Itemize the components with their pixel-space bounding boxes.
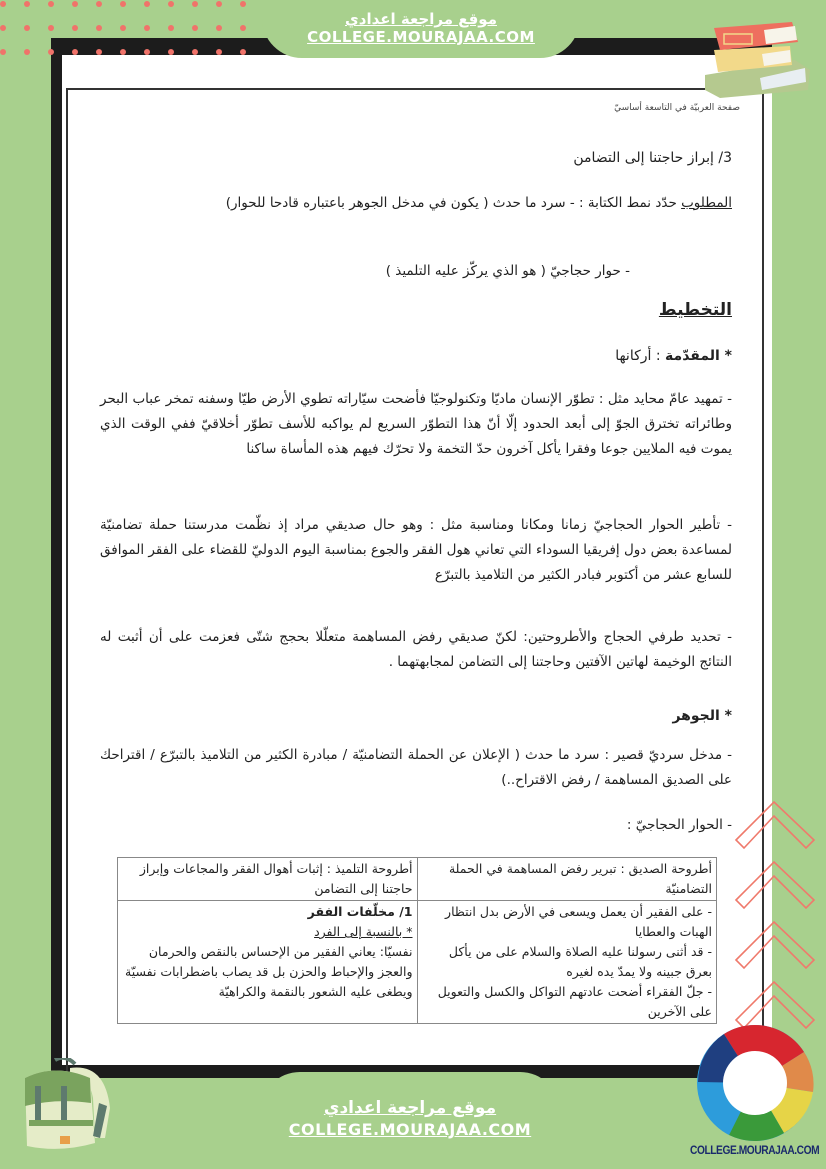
dot-decor: [24, 1, 30, 7]
friend-point: - جلّ الفقراء أضحت عادتهم التواكل والكسل والتعويل على الآخرين: [437, 984, 712, 1019]
left-green-margin: [0, 38, 51, 1169]
dot-decor: [96, 49, 102, 55]
dot-decor: [144, 49, 150, 55]
friend-point: - على الفقير أن يعمل ويسعى في الأرض بدل انتظار الهبات والعطايا: [445, 904, 712, 939]
dot-decor: [0, 25, 6, 31]
dialogue-note: - حوار حجاجيّ ( هو الذي يركّز عليه التلميذ ): [385, 263, 630, 279]
dot-decor: [168, 1, 174, 7]
banner-arabic: موقع مراجعة اعدادي: [323, 1098, 497, 1118]
arguments-table: [117, 857, 717, 1024]
intro-paragraph-1: - تمهيد عامّ محايد مثل : تطوّر الإنسان ماديّا وتكنولوجيّا فأضحت سيّاراته تطوي الأرض طيّا وسفنه تمخر عباب البحر وطائراته تخترق الجوّ إلى أبعد الحدود إلّا أنّ هذا التطوّر السريع لم يواكبه للأسف تطوّر أخلاقيّ ففي الوقت الذي يموت فيه الملايين جوعا وفقرا يأكل آخرون حدّ التخمة ولا تحرّك فيهم هذه المأساة ساكنا: [100, 391, 732, 457]
student-subheading: * بالنسبة إلى الفرد: [314, 924, 413, 939]
site-banner-bottom[interactable]: [260, 1072, 560, 1169]
dot-decor: [96, 1, 102, 7]
banner-arabic: موقع مراجعة اعدادي: [345, 10, 497, 28]
dot-decor: [24, 49, 30, 55]
college-logo-icon: [694, 1022, 816, 1144]
requirement-text: حدّد نمط الكتابة : - سرد ما حدث ( يكون في مدخل الجوهر باعتباره قادحا للحوار): [225, 195, 682, 211]
intro-heading-label: * المقدّمة: [665, 348, 732, 364]
dot-decor: [240, 1, 246, 7]
friend-point: - قد أثنى رسولنا عليه الصلاة والسلام على من يأكل بعرق جبينه ولا يمدّ يده لغيره: [448, 944, 712, 979]
dot-decor: [120, 25, 126, 31]
dot-decor: [168, 25, 174, 31]
dot-decor: [216, 49, 222, 55]
dot-decor: [168, 49, 174, 55]
intro-paragraph-3: - تحديد طرفي الحجاج والأطروحتين: لكنّ صديقي رفض المساهمة متعلّلا بحجج شتّى فعزمت على أن أثبت له النتائج الوخيمة لهاتين الآفتين وحاجتنا إلى التضامن لمجابهتهما .: [100, 629, 732, 670]
dot-decor: [192, 1, 198, 7]
dialogue-label: - الحوار الحجاجيّ :: [626, 817, 732, 833]
plan-title: التخطيط: [658, 300, 732, 320]
books-stack-icon: [700, 10, 820, 100]
dot-decor: [48, 49, 54, 55]
backpack-icon: [15, 1058, 115, 1158]
dot-decor: [0, 1, 6, 7]
dot-decor: [48, 1, 54, 7]
dot-decor: [72, 49, 78, 55]
intro-paragraph-2: - تأطير الحوار الحجاجيّ زمانا ومكانا ومناسبة مثل : وهو حال صديقي مراد إذ نظّمت مدرستنا حملة تضامنيّة لمساعدة بعض دول إفريقيا السوداء التي تعاني هول الفقر والجوع بمناسبة اليوم الدوليّ للقضاء على الفقر الموافق للسابع عشر من أكتوبر فبادر الكثير من التلاميذ بالتبرّع: [99, 517, 732, 583]
dot-decor: [72, 1, 78, 7]
student-thesis: أطروحة التلميذ : إثبات أهوال الفقر والمجاعات وإبراز حاجتنا إلى التضامن: [118, 858, 418, 901]
dot-decor: [24, 25, 30, 31]
dot-decor: [216, 25, 222, 31]
site-banner-top[interactable]: [262, 0, 580, 58]
page-header: صفحة العربيّة في التاسعة أساسيّ: [614, 103, 740, 113]
table-header-row: [118, 858, 717, 901]
logo-url-text[interactable]: COLLEGE.MOURAJAA.COM: [690, 1143, 820, 1157]
dot-decor: [192, 49, 198, 55]
core-heading: * الجوهر: [672, 708, 732, 724]
dot-decor: [240, 25, 246, 31]
dot-decor: [192, 25, 198, 31]
dot-decor: [72, 25, 78, 31]
banner-url[interactable]: COLLEGE.MOURAJAA.COM: [307, 28, 535, 46]
student-text: نفسيّا: يعاني الفقير من الإحساس بالنقص والحرمان والعجز والإحباط والحزن بل قد يصاب باضطرابات نفسيّة ويطغى عليه الشعور بالنقمة والكراهيّة: [125, 944, 413, 999]
student-arguments: [118, 901, 418, 1024]
student-heading: 1/ مخلّفات الفقر: [307, 904, 413, 919]
requirement: [100, 190, 732, 216]
dot-decor: [96, 25, 102, 31]
friend-arguments: [417, 901, 717, 1024]
dot-decor: [144, 25, 150, 31]
table-row: [118, 901, 717, 1024]
dot-decor: [48, 25, 54, 31]
dot-decor: [0, 49, 6, 55]
requirement-label: المطلوب: [681, 195, 732, 211]
intro-heading-suffix: : أركانها: [615, 348, 666, 364]
dot-decor: [216, 1, 222, 7]
intro-heading: [615, 348, 732, 364]
banner-url[interactable]: COLLEGE.MOURAJAA.COM: [288, 1120, 532, 1139]
dot-decor: [120, 49, 126, 55]
chevron-up-decor-icon: [734, 792, 816, 1042]
dot-decor: [240, 49, 246, 55]
dot-decor: [120, 1, 126, 7]
core-paragraph: - مدخل سرديّ قصير : سرد ما حدث ( الإعلان عن الحملة التضامنيّة / مبادرة الكثير من التلاميذ بالتبرّع / اقتراحك على الصديق المساهمة / رفض الاقتراح..): [100, 747, 732, 788]
dot-decor: [144, 1, 150, 7]
friend-thesis: أطروحة الصديق : تبرير رفض المساهمة في الحملة التضامنيّة: [417, 858, 717, 901]
section-title: 3/ إبراز حاجتنا إلى التضامن: [573, 150, 732, 166]
